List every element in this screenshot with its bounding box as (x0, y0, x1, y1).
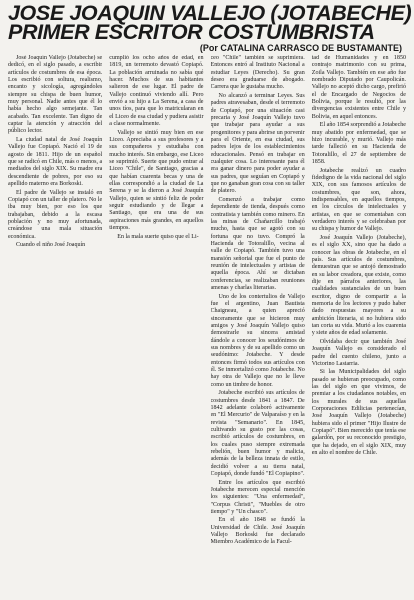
paragraph: José Joaquín Vallejo (Jotabeche) se dedicó, en el siglo pasado, a escribir artículos de costumbres de esa época. Los escribió con soltura, realismo, encanto y sicología, agregándoles siempre su chispa de buen humor, muy personal. Nadie antes que él lo había hecho algo semejante. Tan acabado. Tan excelente. Tan digno de captar la atención y atracción del público lector. (8, 55, 103, 135)
column-2 (109, 55, 203, 589)
paragraph: El padre de Vallejo se instaló en Copiapó con un taller de platero. No le iba muy bien, por eso los que trabajaban, debido a la escasa población y no muy afortunada, creándose una mala situación económica. (8, 189, 103, 240)
paragraph: Entre los artículos que escribió Jotabeche merecen especial mención los siguientes: "Una enfermedad", "Corpus Christi", "Muebles de otro tiempo" y "Un chasco". (210, 479, 305, 515)
paragraph: Cuando el niño José Joaquín (16, 242, 86, 249)
column-4 (312, 55, 406, 589)
paragraph: ceo "Chile" también se suprimiera. Entonces entró al Instituto Nacional a estudiar Leyes (Derecho). Su gran deseo era graduarse de abogado. Carrera que le gustaba mucho. (210, 55, 305, 91)
paragraph: Comenzó a trabajar como dependiente de tienda, después como contratista y también como minero. En las minas de Chañarcillo trabajó mucho, hasta que se agotó con su fortuna que no tuvo. Compró la Hacienda de Totoralillo, vecina al valle de Copiapó. También tuvo una mansión señorial que fue el punto de reunión de intelectuales y artistas de aquella época. Ahí se dictaban conferencias, se realizaban reuniones amenas y charlas literarias. (210, 196, 305, 292)
headline-line-2: PRIMER ESCRITOR COSTUMBRISTA (8, 20, 375, 44)
paragraph: José Joaquín Vallejo (Jotabeche), es el siglo XX, sino que ha dado a conocer las obras de Jotabeche, en el país. Sus artículos de costumbres, demuestran que se antojó demostrado en su labor creadora, que existe, como dije en párrafos anteriores, las cualidades sustanciales de un buen escritor, digno de compartir a la memoria de los lectores y pudo haber dado respuestas mayores a su ambición literaria, si no hubiera sido tan corta su vida. Murió a los cuarenta y siete años de edad solamente. (311, 234, 406, 337)
paragraph: Jotabeche realizó un cuadro fidedigno de la vida nacional del siglo XIX, con sus famosos artículos de costumbres, que son, ahora, indispensables, en aquellos tiempos, en los círculos de intelectuales y artistas, en que se comentaban con verdadero interés y se celebraban por su chispa y humor de Vallejo. (311, 167, 406, 233)
paragraph: La ciudad natal de José Joaquín Vallejo fue Copiapó. Nació el 19 de agosto de 1811. Hijo de un español que se radicó en Chile, más o menos, a mediados del siglo XIX. Su madre era descendiente de pobres, por eso su apellido materno era Borkoski. (8, 136, 103, 188)
paragraph: En la mala suerte quiso que el Li- (117, 233, 199, 240)
paragraph: Jotabeche escribió sus artículos de costumbres desde 1841 a 1847. De 1842 adelante colaboró activamente en "El Mercurio" de Valparaíso y en la revista "Semanario". En 1845, cultivando su gusto por las cosas, escribió artículos de costumbres, en los cuales puso siempre extremada rebelión, buen humor y malicia, además de la belleza innata de estilo, decidió volver a su tierra natal, Copiapó, donde fundó "El Copiapino". (210, 390, 305, 477)
paragraph: El año 1854 sorprendió a Jotabeche muy abatido por enfermedad, que se hizo incurable, y murió. Vallejo más tarde falleció en su Hacienda de Totoralillo, el 27 de septiembre de 1858. (311, 122, 406, 165)
paragraph: cumplió los ocho años de edad, en 1819, un terremoto devastó Copiapó. La población arruinada no sabía qué hacer. Muchos de sus habitantes salieron de ese lugar. El padre de Vallejo continuó viviendo allí. Pero envió a su hijo a La Serena, a casa de unos tíos, para que lo matricularan en el Liceo de esa ciudad y pudiera asistir a clase normalmente. (109, 55, 204, 128)
paragraph: Olvidaba decir que también José Joaquín Vallejo es considerado el padre del cuento chileno, junto a Victorino Lastarria. (311, 338, 406, 367)
paragraph: Si las Municipalidades del siglo pasado se hubieran preocupado, como las del siglo en que vivimos, de premiar a los ciudadanos notables, en los murales de sus aquellas Corporaciones Edilicias pertenecían, José Joaquín Vallejo (Jotabeche) hubiera sido el primer "Hijo Ilustre de Copiapó". Bien merecido que tenía ese galardón, por su reconocido prestigio, que ha dejado, en el siglo XIX, muy en alto el nombre de Chile. (311, 369, 406, 457)
paragraph: En el año 1848 se fundó la Universidad de Chile. José Joaquín Vallejo Borkoski fue declarado Miembro Académico de la Facul- (210, 517, 305, 546)
paragraph: No alcanzó a terminar Leyes. Sus padres atravesaban, desde el terremoto de Copiapó, por una situación casi precaria y José Joaquín Vallejo tuvo que trabajar para ayudar a sus progenitores y para abrirse un porvenir para el Oriente, en esa ciudad, sus padres lejos de los establecimientos educacionales. Pensó en trabajar en cualquier cosa. Lo interesante para él era ganar dinero para poder ayudar a sus padres, que seguían en Copiapó y que no ganaban gran cosa con su taller de platero. (210, 92, 305, 195)
headline-line-1: JOSE JOAQUIN VALLEJO (JOTABECHE) (8, 1, 412, 25)
article-body (8, 55, 406, 589)
paragraph: tad de Humanidades y en 1850 contrajo matrimonio con su prima, Zoila Vallejo. También en ese año fue nombrado Diputado por Caupolicán. Vallejo no aceptó dicho cargo, prefirió el de Encargado de Negocios de Bolivia, porque le resultó, por las divergencias existentes entre Chile y Bolivia, en aquel entonces. (311, 55, 406, 120)
byline: (Por CATALINA CARRASCO DE BUSTAMANTE) (199, 43, 402, 53)
paragraph: Uno de los contertulios de Vallejo fue el argentino, Juan Bautista Chaigneau, a quien apreció sinceramente que se hicieron muy amigos y José Joaquín Vallejo quiso demostrarle su sincera amistad dándole a conocer los seudónimos de sus nombres y de su apellido como un seudónimo: Jotabeche. Y desde entonces firmó todos sus artículos con él. Se inmortalizó como Jotabeche. No hay otra de Vallejo que no le lleve como un timbre de honor. (210, 293, 305, 388)
column-3 (211, 55, 305, 589)
paragraph: Vallejo se sintió muy bien en ese Liceo. Apreciaba a sus profesores y a sus compañeros y estudiaba con mucho interés. Sin embargo, ese Liceo se suprimió. Suerte que pudo entrar al Liceo "Chile", de Santiago, gracias a que habían cuarenta becas y una de ellas correspondió a la ciudad de La Serena y se la dieron a José Joaquín Vallejo, quien se sintió feliz de poder seguir estudiando y de llegar a Santiago, que era una de sus aspiraciones más grandes, en aquellos tiempos. (109, 129, 204, 232)
column-1 (8, 55, 102, 589)
